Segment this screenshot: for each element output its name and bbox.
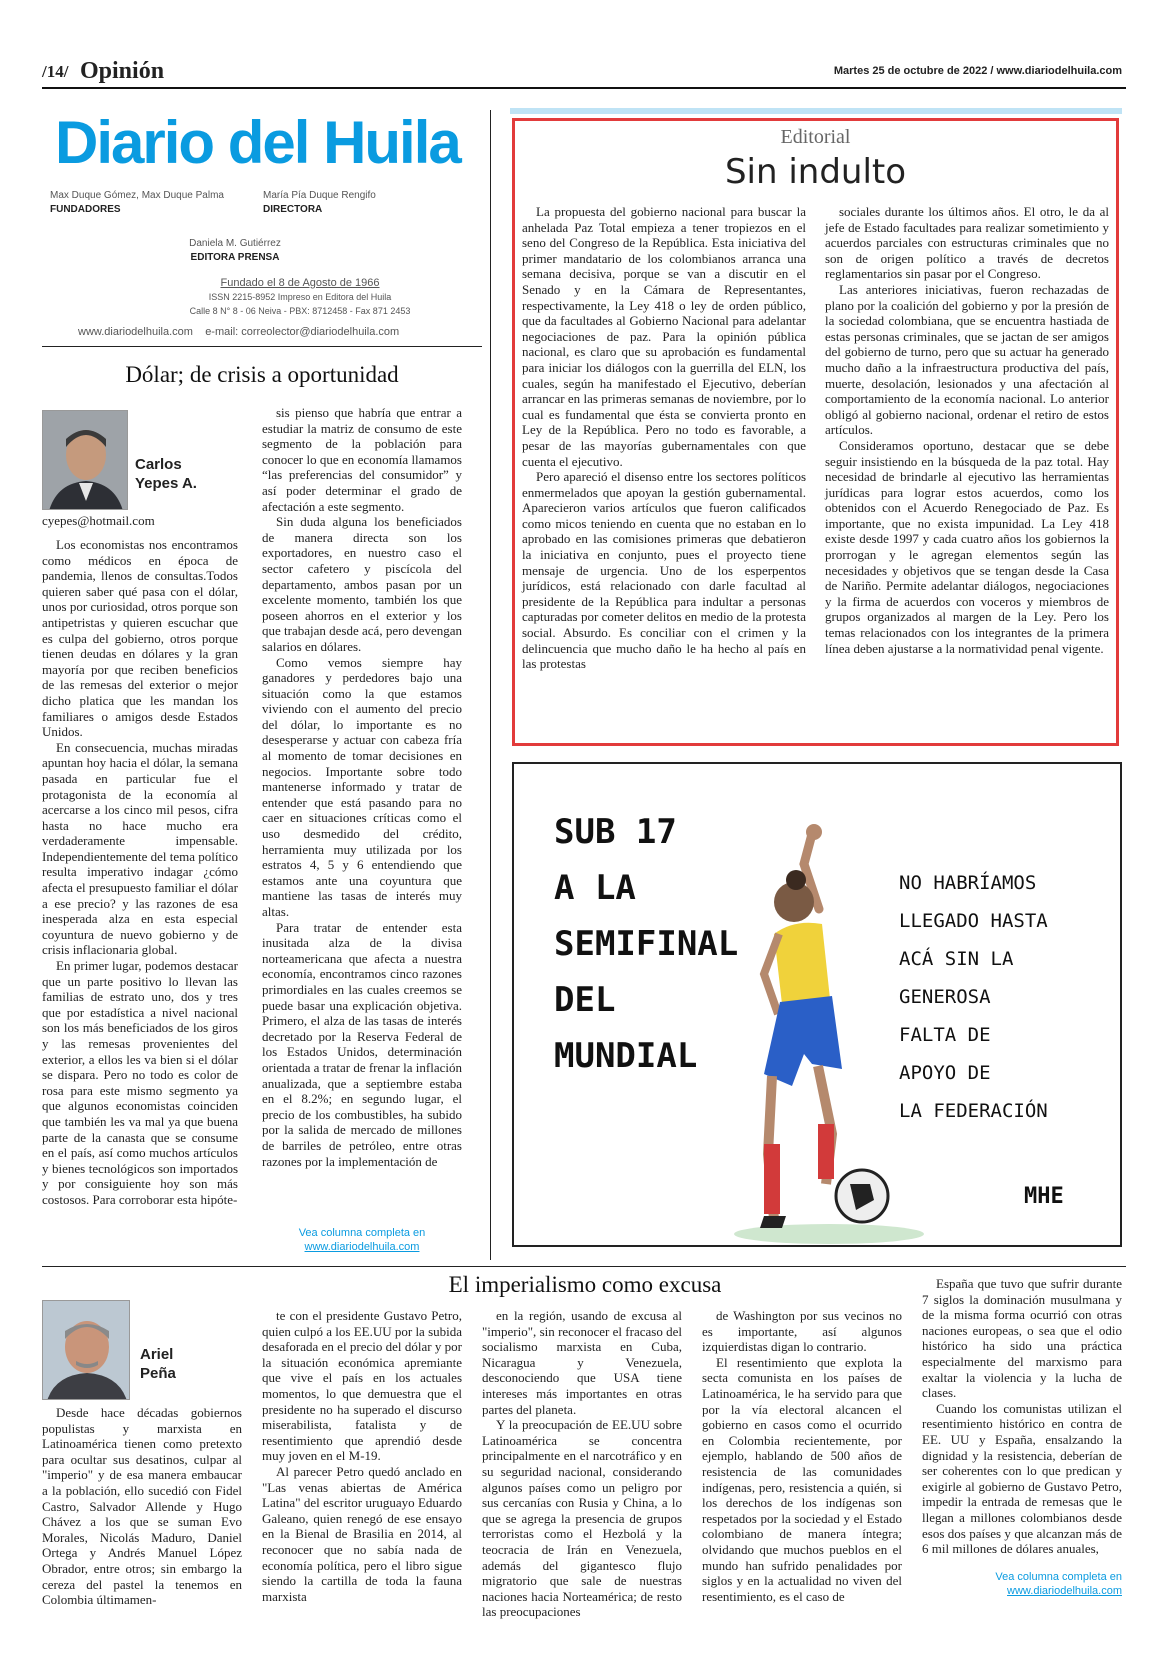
cartoon-text-line: FALTA DE (899, 1024, 991, 1046)
column-divider (490, 110, 491, 1260)
founders-block (50, 190, 260, 215)
email-link[interactable]: e-mail: correolector@diariodelhuila.com (205, 326, 400, 338)
column-text-right (262, 405, 462, 1169)
cartoon-left-text (554, 804, 754, 1084)
contact-line (78, 326, 458, 338)
paragraph: La propuesta del gobierno nacional para buscar la anhelada Paz Total empieza a tener tropiezos en el seno del Congreso de la República. Esta iniciativa del primer mandatario de los colombianos arranca una semana decisiva, porque se van a discutir en el Senado y en la Cámara de Representantes, respectivamente, la Ley 418 o ley de orden público, que da facultades al Gobierno Nacional para adelantar negociaciones de paz. Para la opinión pública nacional, es claro que su aprobación es fundamental para iniciar los diálogos con la guerrilla del ELN, los cuales, según ha manifestado el Ejecutivo, deberían arrancar en las primeras semanas de noviembre, por lo cual es fundamental que ésta se convierta pronto en Ley de la República. Pero no todo es favorable, a pesar de las mayorías gubernamentales con que cuenta el ejecutivo. (522, 204, 806, 469)
editorial-kicker: Editorial (780, 126, 851, 148)
paragraph: en la región, usando de excusa al "imperio", sin reconocer el fracaso del socialismo marxista en Cuba, Nicaragua y Venezuela, desconociendo que USA tiene intereses más importantes en otras partes del planeta. (482, 1308, 682, 1417)
paragraph: Pero apareció el disenso entre los sectores políticos enmermelados que apoyan la gestión gubernamental. Aparecieron varios artículos que fueron calificados como micos teniendo en cuenta que no estaban en lo aprobado en las comisiones primeras que debatieron la iniciativa en conjunto, pues el proyecto tiene mensaje de urgencia. Uno de los esperpentos jurídicos, está relacionado con darle facultad al presidente de la República para indultar a personas capturadas por cometer delitos en medio de la protesta social. Absurdo. Es conciliar con el crimen y la delincuencia que mucho daño le ha hecho al país en las protestas (522, 469, 806, 672)
page-date: Martes 25 de octubre de 2022 / www.diariodelhuila.com (833, 65, 1122, 77)
paragraph: de Washington por sus vecinos no es importante, así algunos izquierdistas digan lo contrario. (702, 1308, 902, 1355)
read-more-url: www.diariodelhuila.com (304, 1241, 420, 1253)
cartoon-text-line: MUNDIAL (554, 1036, 698, 1076)
editor-block (120, 238, 350, 263)
cartoon-text-line: LLEGADO HASTA (899, 910, 1048, 932)
cartoon-text-line: DEL (554, 980, 616, 1020)
paragraph: El resentimiento que explota la secta comunista en los países de Latinoamérica, le ha servido para que por la vía electoral alcancen el gobierno en casos como el ocurrido en Colombia recientemente, por ejemplo, hablando de 500 años de resistencia de las comunidades indígenas, pero, resistencia a quién, si los derechos de los indígenas son respetados por la sociedad y el Estado colombiano de manera íntegra; olvidando que muchos pueblos en el mundo han sufrido penalidades por siglos y en la actualidad no viven del resentimiento, es el caso de (702, 1354, 902, 1604)
column-title: El imperialismo como excusa (448, 1272, 722, 1297)
paragraph: España que tuvo que sufrir durante 7 siglos la dominación musulmana y de la misma forma ocurrió con otras naciones europeas, o sea que el odio histórico ha sido una práctica especialmente del marxismo para exaltar la violencia y la lucha de clases. (922, 1276, 1122, 1401)
author-photo (42, 1300, 130, 1400)
author-last-name: Peña (140, 1365, 176, 1382)
author-name (135, 455, 197, 493)
author-first-name: Ariel (140, 1346, 174, 1363)
cartoon-text-line: ACÁ SIN LA (899, 948, 1014, 970)
cartoon-text-line: LA FEDERACIÓN (899, 1100, 1048, 1122)
paragraph: sis pienso que habría que entrar a estudiar la matriz de consumo de este segmento de la población para conocer lo que en economía llamamos “las preferencias del consumidor” y así poder determinar el grado de afectación a este segmento. (262, 405, 462, 514)
paragraph: Consideramos oportuno, destacar que se debe seguir insistiendo en la búsqueda de la paz total. Hay necesidad de brindarle al ejecutivo las herramientas jurídicas para lograr estos acuerdos, como los obtenidos con el Acuerdo Renegociado de Paz. Es importante, que no exista impunidad. La Ley 418 existe desde 1997 y cada cuatro años los gobiernos la prorrogan y le agregan elementos según las necesidades y objetivos que se tengan desde la Casa de Nariño. Permite adelantar diálogos, negociaciones y la firma de acuerdos con voceros y miembros de grupos organizados al margen de la Ley. Pero los temas relacionados con los integrantes de la primera línea deben ajustarse a la normatividad penal vigente. (825, 437, 1109, 656)
editorial-title: Sin indulto (724, 152, 907, 192)
cartoon-text-line: APOYO DE (899, 1062, 991, 1084)
masthead-logo: Diario del Huila (55, 109, 460, 176)
paragraph: Y la preocupación de EE.UU sobre Latinoamérica se concentra principalmente en el narcotráfico y en su seguridad nacional, considerando algunos países como un peligro por sus cercanías con Rusia y China, a lo que se agrega la presencia de grupos terroristas como el Hezbolá y la teocracia de Irán en Venezuela, además del gigantesco flujo migratorio que sale de nuestras naciones hacia Norteamérica; de resto las preocupaciones (482, 1417, 682, 1620)
author-portrait-icon (43, 1301, 130, 1400)
author-last-name: Yepes A. (135, 475, 197, 492)
editorial-text-left (522, 204, 806, 672)
author-email[interactable]: cyepes@hotmail.com (42, 513, 155, 528)
cartoon-text-line: SUB 17 (554, 812, 677, 852)
paragraph: te con el presidente Gustavo Petro, quien culpó a los EE.UU por la subida desaforada en el precio del dólar y por la situación económica apremiante que vive el país en los actuales momentos, lo que demuestra que el presidente no ha superado el discurso miserabilista, fatalista y de resentimiento que aprendió desde muy joven en el M-19. (262, 1308, 463, 1464)
soccer-player-drawing (734, 824, 924, 1244)
column-text-1 (42, 1405, 242, 1608)
cartoon-right-text (899, 864, 1119, 1130)
cartoonist-signature: MHE (1024, 1184, 1064, 1209)
editorial-cartoon (512, 762, 1122, 1247)
paragraph: Las anteriores iniciativas, fueron rechazadas de plano por la coalición del gobierno y por la presión de la sociedad colombiana, que se encuentra hastiada de estas personas criminales, que se jactan de ser amigos del gobierno de turno, pero que su actuar ha generado mucho daño a la infraestructura productiva del país, muerte, desolación, lesionados y una afectación al comportamiento de la economía nacional. Lo anterior obligó al gobierno nacional, ordenar el retiro de estos artículos. (825, 281, 1109, 438)
header-rule (42, 87, 1126, 89)
address: Calle 8 N° 8 - 06 Neiva - PBX: 8712458 - Fax 871 2453 (189, 306, 411, 316)
paragraph: Como vemos siempre hay ganadores y perdedores bajo una situación como la que estamos viviendo con el aumento del precio del dólar, lo importante es no desesperarse y actuar con cabeza fría al momento de tomar decisiones en negocios. Importante sobre todo mantenerse informado y tratar de entender que está pasando para no caer en situaciones críticas como el uso desmedido del crédito, herramienta muy utilizada por los estratos 4, 5 y 6 entendiendo que estamos ante una coyuntura que mantiene las tasas de interés muy altas. (262, 654, 462, 919)
paragraph: Cuando los comunistas utilizan el resentimiento histórico en contra de EE. UU y España, ensalzando la dignidad y la resistencia, deberían de ser coherentes con lo que predican y exigirle al gobierno de Gustavo Petro, impedir la entrada de remesas que le llegan a millones colombianos desde esos dos países y que alcanzan más de 6 mil millones de dólares anuales, (922, 1400, 1122, 1557)
author-first-name: Carlos (135, 456, 182, 473)
column-text-4 (702, 1308, 902, 1604)
founders-names: Max Duque Gómez, Max Duque Palma (50, 190, 224, 201)
editorial-band (510, 108, 1122, 114)
read-more-label: Vea columna completa en (298, 1227, 426, 1239)
read-more-link[interactable] (262, 1226, 462, 1254)
page-number: /14/ (42, 62, 69, 81)
author-photo (42, 410, 128, 510)
publication-info (120, 276, 480, 318)
paragraph: Sin duda alguna los beneficiados de manera directa son los exportadores, en nuestro caso el sector cafetero y piscícola del departamento, ambos pasan por un excelente momento, también los que poseen ahorros en el exterior y los que trabajan desde acá, pero devengan salarios en dólares. (262, 514, 462, 654)
masthead-rule (42, 346, 482, 347)
paragraph: sociales durante los últimos años. El otro, le da al jefe de Estado facultades para realizar sometimiento y acuerdos parciales con estructuras criminales que no son de origen político a través de decretos reglamentarios sin pasar por el Congreso. (825, 204, 1109, 282)
director-block (263, 190, 463, 215)
column-text-3 (482, 1308, 682, 1620)
issn: ISSN 2215-8952 Impreso en Editora del Huila (208, 292, 392, 302)
founders-label: FUNDADORES (50, 204, 121, 215)
editor-name: Daniela M. Gutiérrez (189, 238, 281, 249)
paragraph: Para tratar de entender esta inusitada alza de la divisa norteamericana que afecta a nuestra economía, encontramos cinco razones primordiales en las cuales creemos se puede basar una explicación objetiva. Primero, el alza de las tasas de interés decretado por la Reserva Federal de los Estados Unidos, determinación orientada a tratar de frenar la inflación anualizada, que a septiembre estaba en el 8.2%; en segundo lugar, el precio de los combustibles, ha subido por la salida de mercado de millones de barriles de petróleo, entre otras razones por la implementación de (262, 919, 462, 1169)
column-title: Dólar; de crisis a oportunidad (125, 362, 399, 387)
paragraph: En primer lugar, podemos destacar que un parte positivo lo llevan las familias de estrato uno, dos y tres que por estadística a nivel nacional son los más beneficiados de los giros y las remesas provenientes del exterior, a ellos les va bien si el dólar se dispara. Pero no todo es color de rosa para este mismo segmento ya que algunos economistas coinciden que también les va mal ya que buena parte de la canasta que se consume en el país, así como muchos artículos y bienes tecnológicos son importados y por consiguiente hoy son más costosos. Para corroborar esta hipóte- (42, 958, 238, 1207)
read-more-link[interactable] (922, 1570, 1122, 1598)
author-name (140, 1345, 176, 1383)
paragraph: Desde hace décadas gobiernos populistas y marxista en Latinoamérica tienen como pretexto para ocultar sus desatinos, culpar al "imperio" y de esa manera embaucar a la población, ello sucedió con Fidel Castro, Salvador Allende y Hugo Chávez a los que se suman Evo Morales, Nicolás Maduro, Daniel Ortega y Andrés Manuel López Obrador, entre otros; sin embargo la cereza del pastel la tenemos en Colombia últimamen- (42, 1405, 242, 1608)
paragraph: Los economistas nos encontramos como médicos en época de pandemia, llenos de consultas.Todos quieren saber qué pasa con el dólar, unos por curiosidad, otros porque son antipetristas y quieren escuchar que es culpa del gobierno, otros porque tienen deudas en dólares y la gran mayoría por que reciben beneficios de las remesas del exterior o mejor dicho platica que les mandan los familiares o amigos desde Estados Unidos. (42, 537, 238, 740)
website-link[interactable]: www.diariodelhuila.com (78, 326, 193, 338)
cartoon-text-line: A LA (554, 868, 636, 908)
director-label: DIRECTORA (263, 204, 323, 215)
column-text-2 (262, 1308, 462, 1604)
read-more-label: Vea columna completa en (995, 1571, 1122, 1583)
founded-date: Fundado el 8 de Agosto de 1966 (220, 277, 380, 289)
director-name: María Pía Duque Rengifo (263, 190, 376, 201)
cartoon-text-line: NO HABRÍAMOS (899, 872, 1037, 894)
read-more-url: www.diariodelhuila.com (1007, 1585, 1122, 1597)
paragraph: Al parecer Petro quedó anclado en "Las venas abiertas de América Latina" del escritor uruguayo Eduardo Galeano, quien renegó de ese ensayo en la Bienal de Brasilia en 2014, al reconocer que no sabía nada de economía política, pero el libro sigue siendo la cartilla de toda la fauna marxista (262, 1463, 462, 1604)
cartoon-text-line: GENEROSA (899, 986, 991, 1008)
author-portrait-icon (43, 411, 128, 510)
section-title: Opinión (80, 58, 165, 84)
editor-label: EDITORA PRENSA (190, 252, 280, 263)
paragraph: En consecuencia, muchas miradas apuntan hoy hacia el dólar, la semana pasada en particular fue el protagonista de la economía al acercarse a los cinco mil pesos, cifra hasta no hace mucho era verdaderamente impensable. Independientemente del tema político resulta imperativo indagar ¿cómo afecta el presupuesto familiar el dólar a ese precio? y las razones de esa inesperada alza en esta especial coyuntura de nuevo gobierno y de crisis inflacionaria global. (42, 739, 239, 958)
column-text-5 (922, 1276, 1122, 1557)
section-rule (42, 1266, 1126, 1267)
cartoon-text-line: SEMIFINAL (554, 924, 739, 964)
editorial-text-right (825, 204, 1109, 656)
column-text-left (42, 537, 238, 1208)
